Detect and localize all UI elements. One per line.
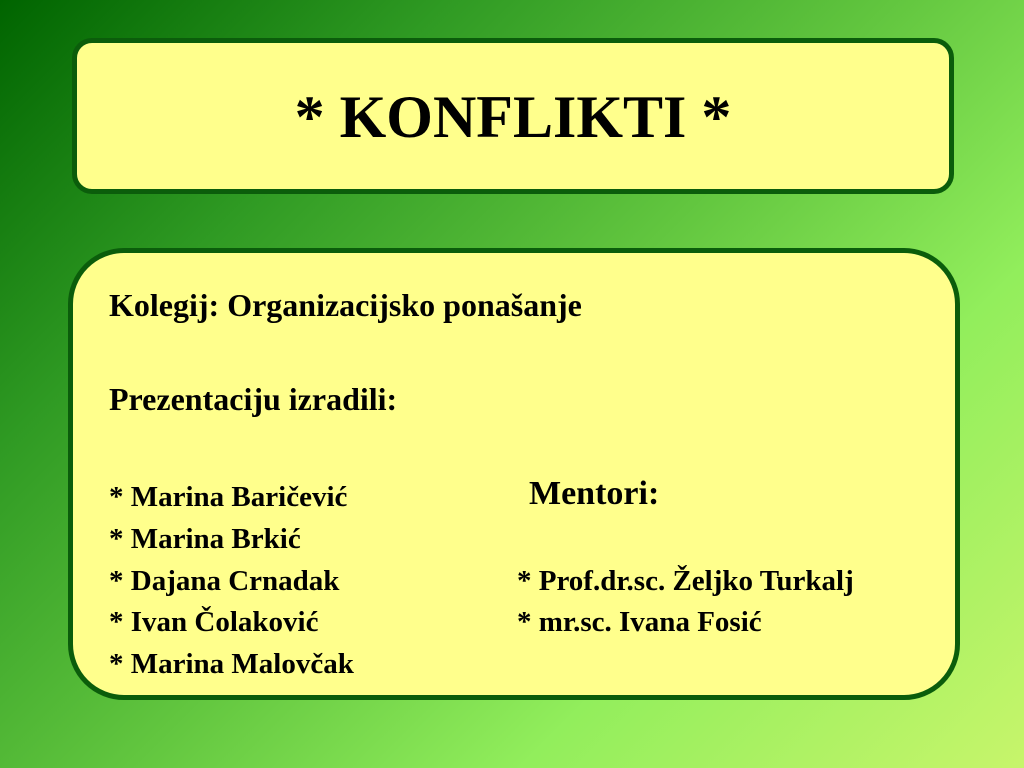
mentor-item: * Prof.dr.sc. Željko Turkalj (517, 565, 854, 597)
content-panel (68, 248, 960, 700)
presenter-item: * Ivan Čolaković (109, 606, 319, 638)
presenter-item: * Marina Baričević (109, 481, 348, 513)
presenter-item: * Marina Brkić (109, 523, 301, 555)
slide-title: * KONFLIKTI * (294, 84, 732, 150)
title-panel (72, 38, 954, 194)
presenter-item: * Marina Malovčak (109, 648, 354, 680)
mentor-item: * mr.sc. Ivana Fosić (517, 606, 762, 638)
presenters-heading: Prezentaciju izradili: (109, 381, 398, 417)
mentors-heading: Mentori: (529, 475, 660, 512)
course-label: Kolegij: Organizacijsko ponašanje (109, 287, 582, 323)
presenter-item: * Dajana Crnadak (109, 565, 340, 597)
